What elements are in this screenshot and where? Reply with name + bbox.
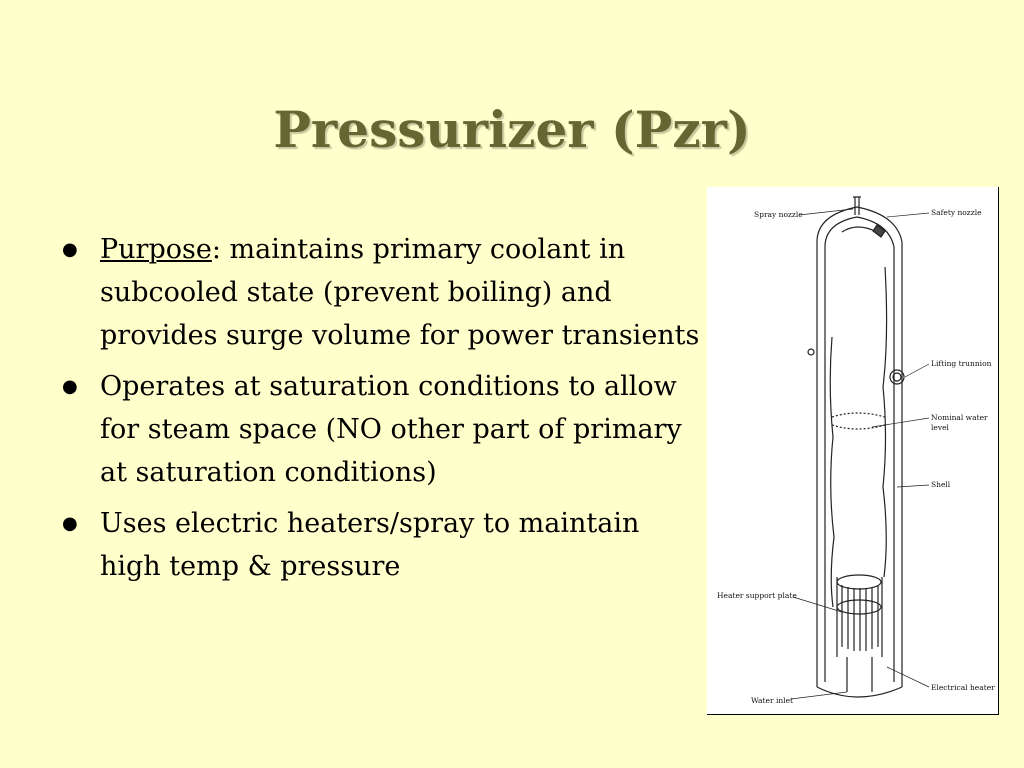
bullet-lead: Purpose — [100, 234, 212, 265]
bullet-text: Operates at saturation conditions to allow for steam space (NO other part of primary at saturation conditions) — [100, 371, 682, 488]
pressurizer-drawing — [707, 187, 998, 714]
label-electrical-heater: Electrical heater — [931, 683, 995, 692]
bullet-text: : maintains primary coolant in subcooled state (prevent boiling) and provides surge volume for power transients — [100, 234, 700, 351]
bullet-text: Uses electric heaters/spray to maintain high temp & pressure — [100, 508, 640, 582]
label-nominal-water: Nominal water — [931, 413, 988, 422]
bullet-dot-icon: ● — [62, 513, 78, 534]
bullet-list — [58, 228, 708, 596]
bullet-item — [58, 502, 708, 588]
pressurizer-diagram — [707, 187, 999, 715]
label-shell: Shell — [931, 480, 951, 489]
bullet-item — [58, 228, 708, 357]
label-heater-support-plate: Heater support plate — [717, 591, 797, 600]
label-water-inlet: Water inlet — [751, 696, 794, 705]
bullet-dot-icon: ● — [62, 376, 78, 397]
bullet-dot-icon: ● — [62, 239, 78, 260]
label-spray-nozzle: Spray nozzle — [754, 210, 803, 219]
label-level: level — [931, 423, 949, 432]
label-safety-nozzle: Safety nozzle — [931, 208, 982, 217]
label-lifting-trunnion: Lifting trunnion — [931, 359, 992, 368]
bullet-item — [58, 365, 708, 494]
slide-title: Pressurizer (Pzr) — [273, 100, 751, 159]
